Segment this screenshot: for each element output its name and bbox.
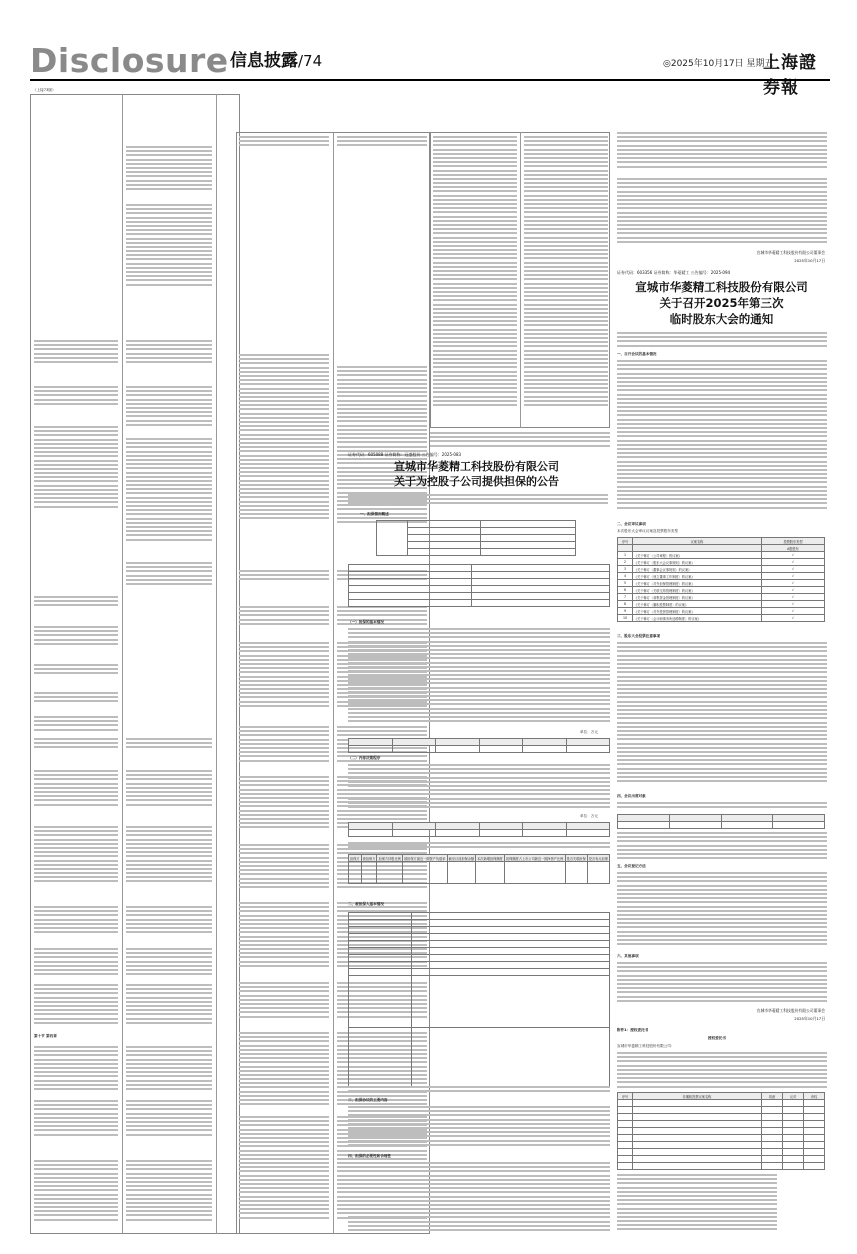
col-voter-type: 投票股东类型 — [762, 538, 825, 545]
text-block — [34, 596, 118, 610]
text-block — [126, 906, 212, 936]
text-block — [617, 1052, 827, 1090]
section-heading: （一）担保的基本情况 — [348, 620, 384, 624]
table-divider — [333, 132, 334, 1234]
table-divider — [122, 94, 123, 1234]
table-unit: 单位：万元 — [580, 814, 598, 818]
section-heading: 二、会议审议事项 — [617, 522, 646, 526]
proposal-row: 4 《关于修订〈独立董事工作制度〉的议案》 √ — [618, 573, 825, 580]
proxy-col-name: 非累积投票议案名称 — [633, 1093, 762, 1100]
proposal-row: 7 《关于修订〈募集资金管理制度〉的议案》 √ — [618, 594, 825, 601]
proposal-table-title: 本次股东大会审议议案及投票股东类型 — [617, 529, 679, 533]
text-block — [239, 1116, 329, 1228]
text-block — [524, 136, 608, 422]
guarantee-detail-table-b — [348, 822, 610, 837]
text-block — [348, 1162, 610, 1238]
text-block — [126, 1100, 212, 1140]
text-block — [126, 984, 212, 1026]
proposal-row: 9 《关于修订〈对外投资管理制度〉的议案》 √ — [618, 608, 825, 615]
attachment-label: 附件1：授权委托书 — [617, 1028, 649, 1032]
table-divider — [216, 94, 217, 1234]
text-block — [126, 770, 212, 810]
text-block — [348, 494, 608, 510]
text-block — [617, 332, 827, 350]
record-date-table — [617, 814, 825, 829]
text-block — [34, 770, 118, 810]
text-block — [617, 832, 827, 862]
text-block — [34, 664, 118, 678]
section-title — [230, 48, 322, 74]
section-heading: 三、股东大会投票注意事项 — [617, 634, 661, 638]
text-block — [617, 1174, 777, 1238]
proxy-col-abstain: 弃权 — [804, 1093, 825, 1100]
text-block — [348, 628, 610, 728]
text-block — [126, 738, 212, 752]
text-block — [126, 948, 212, 978]
text-block — [239, 354, 329, 530]
col-debt-ratio: 被担保方最近一期资产负债率 — [404, 856, 446, 861]
section-heading: 五、会议登记方法 — [617, 864, 646, 868]
table-unit: 单位：万元 — [580, 730, 598, 734]
section-heading: 一、召开会议的基本情况 — [617, 352, 657, 356]
text-block — [34, 386, 118, 410]
text-block — [34, 984, 118, 1026]
col-guarantor: 担保方 — [350, 856, 360, 861]
text-block — [617, 132, 827, 172]
text-block — [34, 716, 118, 734]
text-block — [126, 386, 212, 431]
meeting-company: 宣城市华菱精工科技股份有限公司 — [635, 280, 808, 294]
col-new-quota: 本次新增担保额度 — [477, 856, 503, 861]
text-block — [617, 642, 827, 792]
col-a-share: A股股东 — [762, 545, 825, 552]
text-block — [34, 426, 118, 516]
section-heading: 二、被担保人基本情况 — [348, 902, 384, 906]
section-heading: 四、担保的必要性和合理性 — [348, 1154, 392, 1158]
text-block — [239, 726, 329, 766]
text-block — [348, 1086, 610, 1096]
guarantee-detail-table-a — [348, 738, 610, 753]
text-block — [239, 902, 329, 972]
text-block — [239, 606, 329, 628]
guarantee-announcement — [340, 452, 613, 1242]
text-block — [34, 738, 118, 750]
section-heading: （二）内部决策程序 — [348, 756, 381, 760]
text-block — [348, 842, 610, 852]
text-block — [126, 1046, 212, 1094]
text-block — [34, 626, 118, 648]
meeting-meta: 证券代码：603356 证券简称：华菱精工 公告编号：2025-094 — [617, 270, 731, 275]
signature-top: 宣城市华菱精工科技股份有限公司董事会 — [756, 250, 825, 255]
proxy-col-agree: 同意 — [762, 1093, 783, 1100]
proposal-table — [617, 537, 825, 622]
masthead-rule — [30, 79, 830, 81]
continued-label: （上接73版） — [33, 88, 56, 92]
proxy-addressee: 宣城市华菱精工科技股份有限公司： — [617, 1044, 675, 1048]
text-block — [617, 872, 827, 952]
text-block — [239, 982, 329, 1022]
text-block — [34, 1100, 118, 1140]
text-block — [34, 906, 118, 936]
proposal-row: 8 《关于修订〈累积投票制度〉的议案》 √ — [618, 601, 825, 608]
proposal-row: 2 《关于修订〈股东大会议事规则〉的议案》 √ — [618, 559, 825, 566]
guarantee-summary-table — [376, 520, 576, 556]
col-no: 序号 — [618, 538, 633, 545]
col-related: 是否关联担保 — [566, 856, 586, 861]
text-block — [433, 136, 517, 422]
page-number: /74 — [298, 52, 323, 70]
text-block — [126, 562, 212, 590]
text-block — [126, 146, 212, 196]
text-block — [617, 962, 827, 1006]
text-block — [239, 1032, 329, 1108]
meeting-title-line2: 关于召开2025年第三次 — [659, 296, 784, 310]
text-block — [348, 1106, 610, 1150]
text-block — [34, 948, 118, 978]
text-block — [34, 1046, 118, 1094]
text-block — [126, 826, 212, 888]
col-proposal: 议案名称 — [633, 538, 762, 545]
signature-top-date: 2025年10月17日 — [794, 258, 825, 263]
newspaper-name: 上海證券報 — [763, 53, 817, 98]
text-block — [617, 360, 827, 520]
comparison-table-left — [30, 86, 240, 1236]
guarantee-quota-table — [348, 854, 610, 884]
announcement-company: 宣城市华菱精工科技股份有限公司 — [394, 460, 559, 473]
section-heading: 一、担保情况概述 — [360, 512, 389, 516]
proposal-row: 3 《关于修订〈董事会议事规则〉的议案》 √ — [618, 566, 825, 573]
right-column — [613, 86, 830, 1246]
text-block — [126, 340, 212, 370]
proxy-title: 授权委托书 — [708, 1036, 726, 1040]
proposal-row: 10 《关于修订〈会计师事务所选聘制度〉的议案》 √ — [618, 615, 825, 622]
text-block — [34, 1160, 118, 1226]
text-block — [617, 802, 827, 812]
guarantee-limit-table — [348, 564, 610, 607]
announcement-title: 关于为控股子公司提供担保的公告 — [394, 475, 559, 488]
text-block — [126, 1160, 212, 1226]
announcement-meta: 证券代码：605088 证券简称：冠盛股份 公告编号：2025-083 — [348, 452, 462, 457]
section-name: 信息披露 — [230, 51, 298, 71]
text-block — [239, 844, 329, 892]
text-block — [348, 764, 610, 812]
signature-bottom-date: 2025年10月17日 — [794, 1016, 825, 1021]
proposal-row: 5 《关于修订〈对外担保管理制度〉的议案》 √ — [618, 580, 825, 587]
masthead-logo-word: Disclosure — [30, 41, 229, 80]
meeting-title-line3: 临时股东大会的通知 — [669, 312, 774, 326]
col-ratio: 担保方持股比例 — [378, 856, 401, 861]
text-block — [34, 692, 118, 706]
signature-bottom: 宣城市华菱精工科技股份有限公司董事会 — [756, 1008, 825, 1013]
section-heading: 六、其他事项 — [617, 954, 639, 958]
text-block — [617, 178, 827, 248]
col-net-asset-ratio: 担保额度占上市公司最近一期净资产比例 — [505, 856, 564, 861]
chapter-label: 第十节 第四章 — [34, 1034, 57, 1038]
proxy-table — [617, 1092, 825, 1170]
col-counter: 是否有反担保 — [588, 856, 608, 861]
text-block — [126, 204, 212, 294]
proposal-row: 6 《关于修订〈关联交易管理制度〉的议案》 √ — [618, 587, 825, 594]
issue-date: ◎2025年10月17日 星期五 — [663, 59, 774, 69]
section-heading: 三、担保协议的主要内容 — [348, 1098, 388, 1102]
proposal-row: 1 《关于修订〈公司章程〉的议案》 √ — [618, 552, 825, 559]
guaranteed-party-table — [348, 912, 610, 1088]
proxy-col-no: 序号 — [618, 1093, 633, 1100]
text-block — [34, 826, 118, 888]
col-balance: 截至目前担保余额 — [448, 856, 475, 861]
text-block — [239, 642, 329, 712]
proxy-col-oppose: 反对 — [783, 1093, 804, 1100]
text-block — [239, 570, 329, 584]
text-block — [34, 340, 118, 370]
section-heading: 四、会议出席对象 — [617, 794, 646, 798]
text-block — [239, 776, 329, 834]
col-guaranteed: 被担保方 — [362, 856, 376, 861]
text-block — [337, 136, 427, 150]
text-block — [430, 432, 610, 452]
text-block — [126, 438, 212, 550]
table-divider — [520, 132, 521, 428]
text-block — [239, 136, 329, 150]
